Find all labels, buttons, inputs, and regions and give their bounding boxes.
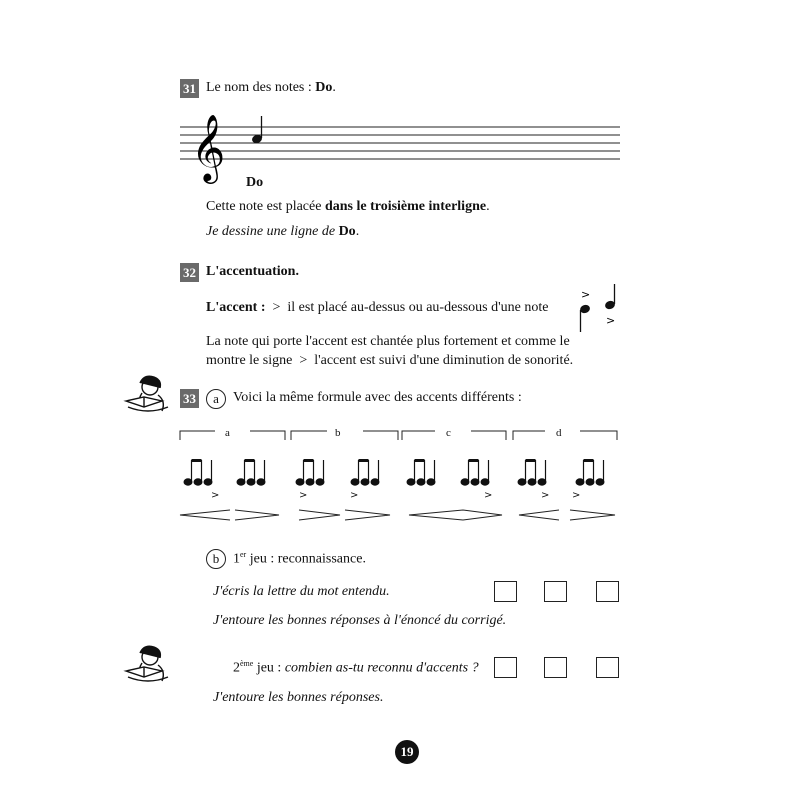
accented-notes-example	[574, 284, 624, 334]
jeu1-sup: er	[240, 550, 247, 559]
accent-label: L'accent :	[206, 300, 266, 315]
page-number: 19	[395, 740, 419, 764]
accent-text: il est placé au-dessus ou au-dessous d'une note	[287, 300, 549, 315]
line1-suffix: .	[486, 199, 490, 214]
jeu1-text: jeu : reconnaissance.	[246, 551, 366, 567]
para-line2-b: l'accent est suivi d'une diminution de sonorité.	[314, 353, 574, 368]
exercise-33-number: 33	[180, 389, 199, 408]
svg-text:>: >	[572, 490, 581, 501]
part-b-marker: b	[206, 549, 226, 569]
line2-italic: Je dessine une ligne de	[206, 224, 339, 239]
title-suffix: .	[332, 80, 336, 95]
svg-text:>: >	[350, 490, 359, 501]
group-label-a: a	[225, 427, 230, 439]
svg-text:>: >	[581, 288, 591, 301]
exercise-31-line1	[206, 199, 490, 215]
line2-bold: Do	[338, 224, 356, 239]
jeu2-title	[233, 659, 479, 677]
answer-box-6[interactable]	[596, 657, 619, 678]
kid-reading-icon	[120, 373, 174, 415]
exercise-31-line2	[206, 224, 359, 240]
para-line2-sign: >	[299, 353, 308, 368]
exercise-31-number: 31	[180, 79, 199, 98]
svg-text:>: >	[541, 490, 550, 501]
accent-paragraph-line2	[206, 353, 573, 369]
svg-text:>: >	[484, 490, 493, 501]
line2-suffix: .	[355, 224, 360, 239]
jeu1-instruction: J'écris la lettre du mot entendu.	[213, 584, 390, 599]
line1-bold: dans le troisième interligne	[324, 199, 487, 214]
jeu2-sup: ème	[240, 659, 254, 668]
jeu1-title	[233, 550, 366, 568]
accent-definition	[206, 300, 548, 316]
answer-box-1[interactable]	[494, 581, 517, 602]
title-prefix: Le nom des notes :	[206, 80, 312, 95]
accent-paragraph-line1: La note qui porte l'accent est chantée plus fortement et comme le	[206, 334, 570, 349]
exercise-31-title	[206, 80, 336, 96]
para-line2-a: montre le signe	[206, 353, 293, 368]
answer-box-2[interactable]	[544, 581, 567, 602]
group-label-b: b	[335, 427, 341, 439]
svg-text:>: >	[211, 490, 220, 501]
exercise-32-number: 32	[180, 263, 199, 282]
staff-with-do-note	[175, 110, 625, 190]
treble-clef-icon: 𝄞	[191, 113, 226, 181]
jeu2-text-a: jeu :	[253, 660, 285, 676]
part-a-marker: a	[206, 389, 226, 409]
kid-reading-icon-2	[120, 643, 174, 685]
line1-prefix: Cette note est placée	[206, 199, 325, 214]
part-a-text: Voici la même formule avec des accents différents :	[233, 390, 522, 405]
answer-box-3[interactable]	[596, 581, 619, 602]
exercise-32-title: L'accentuation.	[206, 264, 299, 279]
jeu2-text-b: combien as-tu reconnu d'accents ?	[284, 660, 479, 676]
group-label-c: c	[446, 427, 451, 439]
answer-box-5[interactable]	[544, 657, 567, 678]
group-label-d: d	[556, 427, 562, 439]
accent-sign: >	[272, 300, 281, 315]
jeu1-correction-line: J'entoure les bonnes réponses à l'énoncé du corrigé.	[213, 613, 507, 628]
jeu1-num: 1	[233, 551, 240, 567]
jeu2-num: 2	[233, 660, 240, 676]
svg-text:>: >	[606, 314, 616, 327]
title-note: Do	[315, 80, 333, 95]
note-label-do: Do	[246, 175, 264, 190]
svg-text:>: >	[299, 490, 308, 501]
jeu2-instruction: J'entoure les bonnes réponses.	[213, 690, 384, 705]
answer-box-4[interactable]	[494, 657, 517, 678]
rhythm-formulas	[175, 420, 625, 530]
